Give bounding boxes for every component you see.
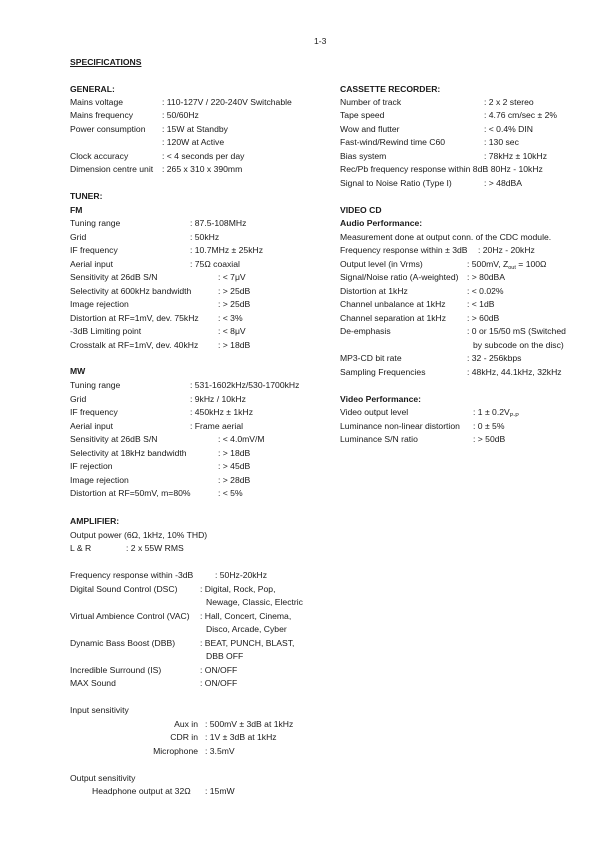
spec-label: Rec/Pb frequency response within 8dB [340,164,489,174]
spec-label: Bias system [340,151,387,161]
tuner-heading: TUNER: [70,191,103,201]
spec-label: Luminance non-linear distortion [340,421,460,431]
spec-value: : 110-127V / 220-240V Switchable [162,97,292,107]
spec-label: Aerial input [70,259,113,269]
spec-label: Grid [70,232,87,242]
spec-label: Power consumption [70,124,146,134]
spec-label: Incredible Surround (IS) [70,665,162,675]
spec-label: Signal/Noise ratio (A-weighted) [340,272,459,282]
spec-value: : 32 - 256kbps [467,353,522,363]
input-sensitivity-label: Input sensitivity [70,705,129,715]
spec-value: : 0 or 15/50 mS (Switched [467,326,566,336]
spec-label: Wow and flutter [340,124,400,134]
spec-label: Aux in [174,719,198,729]
spec-value: : 87.5-108MHz [190,218,247,228]
spec-value: : 265 x 310 x 390mm [162,164,243,174]
spec-value: : 130 sec [484,137,519,147]
spec-label: Dynamic Bass Boost (DBB) [70,638,176,648]
spec-label: Crosstalk at RF=1mV, dev. 40kHz [70,340,199,350]
spec-value: : BEAT, PUNCH, BLAST, [200,638,295,648]
spec-value: : 50kHz [190,232,220,242]
spec-label: CDR in [170,732,198,742]
spec-label: Frequency response within -3dB [70,570,194,580]
spec-label: Tuning range [70,218,121,228]
spec-label: Microphone [153,746,198,756]
headphone-value: : 15mW [205,786,235,796]
mw-heading: MW [70,366,86,376]
spec-label: Distortion at RF=50mV, m=80% [70,488,191,498]
spec-value: : > 25dB [218,299,251,309]
headphone-label: Headphone output at 32Ω [92,786,191,796]
spec-label: Tape speed [340,110,385,120]
spec-value: : $1 \pm 0.2V_{P-P}$ [473,407,519,419]
spec-value: : < 0.02% [467,286,504,296]
spec-value: : 0 ± 5% [473,421,505,431]
spec-label: Signal to Noise Ratio (Type I) [340,178,452,188]
spec-value: : 3.5mV [205,746,235,756]
spec-value: : Digital, Rock, Pop, [200,584,276,594]
spec-value: : 80Hz - 10kHz [486,164,543,174]
spec-value: : Hall, Concert, Cinema, [200,611,292,621]
spec-label: Fast-wind/Rewind time C60 [340,137,446,147]
spec-label: Distortion at RF=1mV, dev. 75kHz [70,313,199,323]
spec-label: Sampling Frequencies [340,367,426,377]
spec-label: Frequency response within ± 3dB [340,245,468,255]
spec-value: : < 7μV [218,272,246,282]
spec-label: IF rejection [70,461,113,471]
spec-value: Disco, Arcade, Cyber [206,624,287,634]
amplifier-heading: AMPLIFIER: [70,516,120,526]
spec-value: : > 45dB [218,461,251,471]
spec-value: : < 5% [218,488,243,498]
spec-value: : 10.7MHz ± 25kHz [190,245,264,255]
spec-label: Image rejection [70,299,129,309]
videocd-heading: VIDEO CD [340,205,382,215]
spec-label: Grid [70,394,87,404]
spec-value: : 500mV ± 3dB at 1kHz [205,719,294,729]
spec-value: Newage, Classic, Electric [206,597,303,607]
spec-value: : 1V ± 3dB at 1kHz [205,732,277,742]
video-performance-heading: Video Performance: [340,394,422,404]
spec-label: Video output level [340,407,409,417]
spec-value: : > 28dB [218,475,251,485]
spec-label: De-emphasis [340,326,391,336]
spec-value: : < 1dB [467,299,495,309]
spec-label: Sensitivity at 26dB S/N [70,272,158,282]
spec-label: MAX Sound [70,678,116,688]
spec-value: : 120W at Active [162,137,225,147]
spec-value: : < 8μV [218,326,246,336]
spec-label: Selectivity at 18kHz bandwidth [70,448,187,458]
audio-performance-heading: Audio Performance: [340,218,423,228]
spec-value: : 9kHz / 10kHz [190,394,246,404]
spec-value: by subcode on the disc) [473,340,564,350]
lr-label: L & R [70,543,92,553]
spec-value: : < 4.0mV/M [218,434,265,444]
spec-label: Channel unbalance at 1kHz [340,299,446,309]
spec-value: : < 4 seconds per day [162,151,245,161]
spec-label: Sensitivity at 26dB S/N [70,434,158,444]
spec-label: Virtual Ambience Control (VAC) [70,611,190,621]
spec-value: : 75Ω coaxial [190,259,240,269]
general-heading: GENERAL: [70,84,115,94]
spec-value: : 500mV, $Z_{out} = 100\Omega$ [467,259,547,271]
spec-value: : > 50dB [473,434,506,444]
spec-value: : > 25dB [218,286,251,296]
cassette-heading: CASSETTE RECORDER: [340,84,441,94]
spec-value: : ON/OFF [200,678,238,688]
spec-label: Mains frequency [70,110,134,120]
spec-label: MP3-CD bit rate [340,353,402,363]
spec-label: Digital Sound Control (DSC) [70,584,178,594]
lr-value: : 2 x 55W RMS [126,543,184,553]
spec-label: Selectivity at 600kHz bandwidth [70,286,192,296]
spec-label: Image rejection [70,475,129,485]
fm-heading: FM [70,205,83,215]
spec-value: : 4.76 cm/sec ± 2% [484,110,558,120]
page-title: SPECIFICATIONS [70,57,142,67]
spec-label: Tuning range [70,380,121,390]
spec-value: : 48kHz, 44.1kHz, 32kHz [467,367,562,377]
output-sensitivity-label: Output sensitivity [70,773,136,783]
spec-value: : > 60dB [467,313,500,323]
spec-label: Number of track [340,97,402,107]
spec-value: : 450kHz ± 1kHz [190,407,253,417]
output-power-label: Output power (6Ω, 1kHz, 10% THD) [70,530,208,540]
spec-value: : ON/OFF [200,665,238,675]
spec-label: IF frequency [70,245,118,255]
spec-label: Dimension centre unit [70,164,154,174]
spec-label: Output level (in Vrms) [340,259,423,269]
spec-value: : 531-1602kHz/530-1700kHz [190,380,300,390]
spec-value: : > 18dB [218,340,251,350]
page-number: 1-3 [314,36,327,46]
spec-label: IF frequency [70,407,118,417]
measurement-note: Measurement done at output conn. of the CDC module. [340,232,552,242]
spec-label: Clock accuracy [70,151,129,161]
spec-value: : 78kHz ± 10kHz [484,151,547,161]
spec-label: Mains voltage [70,97,124,107]
spec-value: : > 48dBA [484,178,522,188]
spec-value: : 50Hz-20kHz [215,570,268,580]
spec-label: Aerial input [70,421,113,431]
spec-value: : 15W at Standby [162,124,228,134]
spec-value: : > 80dBA [467,272,505,282]
spec-label: -3dB Limiting point [70,326,142,336]
spec-value: : Frame aerial [190,421,244,431]
spec-value: DBB OFF [206,651,244,661]
spec-label: Channel separation at 1kHz [340,313,447,323]
spec-value: : > 18dB [218,448,251,458]
spec-value: : < 3% [218,313,243,323]
spec-value: : 2 x 2 stereo [484,97,534,107]
spec-value: : < 0.4% DIN [484,124,533,134]
spec-value: : 50/60Hz [162,110,199,120]
spec-label: Distortion at 1kHz [340,286,408,296]
spec-value: : 20Hz - 20kHz [478,245,535,255]
spec-label: Luminance S/N ratio [340,434,418,444]
